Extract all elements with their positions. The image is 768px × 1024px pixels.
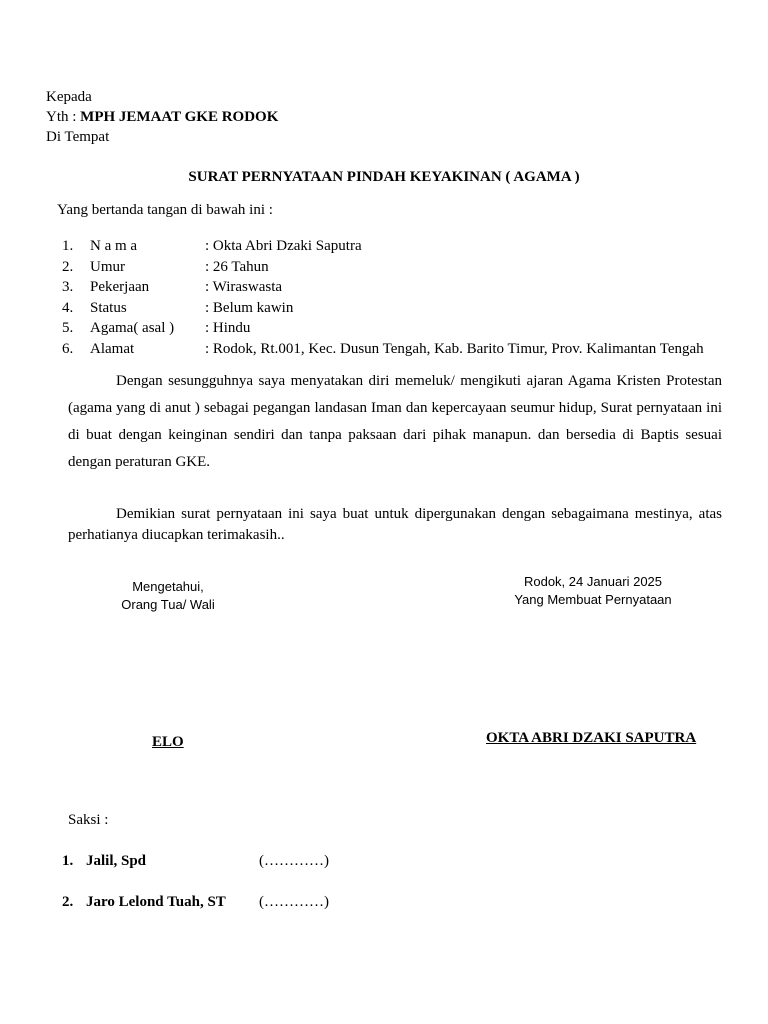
identity-value: : Okta Abri Dzaki Saputra [205,238,362,254]
identity-number: 6. [62,340,74,357]
identity-label: Agama( asal ) [90,320,175,336]
recipient-line [46,107,278,127]
closing-paragraph: Demikian surat pernyataan ini saya buat untuk dipergunakan dengan sebagaimana mestinya, atas perhatianya diucapkan terimakasih.. [68,506,722,543]
identity-value: : Belum kawin [205,299,294,316]
place-label: Di Tempat [46,129,110,145]
recipient-name: MPH JEMAAT GKE RODOK [80,109,279,125]
acknowledged-label: Mengetahui, [132,579,204,594]
witness-name: Jaro Lelond Tuah, ST [86,894,226,910]
signature-left-caption [108,578,228,614]
identity-label: Alamat [90,340,135,357]
witness-number: 2. [62,894,74,910]
yth-prefix: Yth : [46,109,81,125]
witness-signature-blank: (…………) [259,894,329,910]
witness-signature-blank: (…………) [259,853,329,869]
identity-number: 4. [62,299,74,316]
to-label: Kepada [46,89,92,105]
identity-value: : 26 Tahun [205,258,269,275]
identity-value: : Hindu [205,320,251,336]
declarant-label: Yang Membuat Pernyataan [514,592,672,607]
identity-number: 3. [62,279,74,295]
identity-label: Umur [90,258,125,275]
guardian-label: Orang Tua/ Wali [121,597,215,612]
recipient-block [46,87,278,147]
witness-number: 1. [62,853,74,869]
identity-label: N a m a [90,238,138,254]
guardian-name: ELO [152,734,184,750]
declarant-name: OKTA ABRI DZAKI SAPUTRA [486,730,697,746]
place-date: Rodok, 24 Januari 2025 [523,574,663,589]
witness-name: Jalil, Spd [86,853,147,869]
identity-number: 5. [62,320,74,336]
identity-number: 2. [62,258,74,275]
identity-label: Pekerjaan [90,279,150,295]
identity-value: : Rodok, Rt.001, Kec. Dusun Tengah, Kab. Barito Timur, Prov. Kalimantan Tengah [205,340,704,357]
identity-label: Status [90,299,127,316]
witness-label: Saksi : [68,812,109,828]
identity-value: : Wiraswasta [205,279,283,295]
signature-right-caption [493,573,693,609]
identity-number: 1. [62,238,74,254]
document-title: SURAT PERNYATAAN PINDAH KEYAKINAN ( AGAMA ) [188,169,580,185]
statement-paragraph: Dengan sesungguhnya saya menyatakan diri memeluk/ mengikuti ajaran Agama Kristen Protestan (agama yang di anut ) sebagai pegangan landasan Iman dan kepercayaan seumur hidup, Surat pernyataan ini di buat dengan keinginan sendiri dan tanpa paksaan dari pihak manapun. dan bersedia di Baptis sesuai dengan peraturan GKE. [68,373,722,470]
intro-text: Yang bertanda tangan di bawah ini : [57,202,273,218]
